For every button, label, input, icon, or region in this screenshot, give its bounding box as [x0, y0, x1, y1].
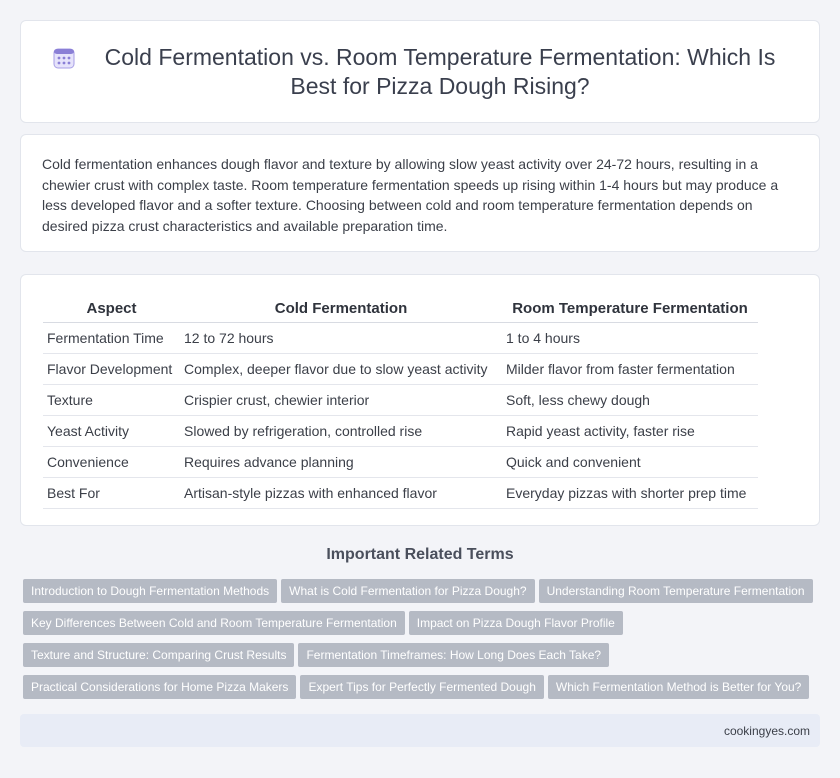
related-terms-heading: Important Related Terms [326, 546, 514, 563]
table-cell: Slowed by refrigeration, controlled rise [180, 415, 502, 446]
table-row [43, 477, 758, 508]
table-row [43, 446, 758, 477]
table-row [43, 322, 758, 353]
table-cell: Artisan-style pizzas with enhanced flavor [180, 477, 502, 508]
table-cell: Requires advance planning [180, 446, 502, 477]
related-term-link[interactable]: Texture and Structure: Comparing Crust Results [23, 643, 294, 667]
tag-row [23, 579, 823, 611]
intro-card [20, 134, 820, 252]
column-header-aspect: Aspect [43, 295, 180, 322]
tag-row [23, 675, 823, 707]
related-term-link[interactable]: Expert Tips for Perfectly Fermented Dough [300, 675, 543, 699]
table-cell: Fermentation Time [43, 322, 180, 353]
related-terms-list [23, 579, 823, 707]
related-term-link[interactable]: Impact on Pizza Dough Flavor Profile [409, 611, 623, 635]
table-cell: 1 to 4 hours [502, 322, 758, 353]
tag-row [23, 643, 823, 675]
related-term-link[interactable]: Introduction to Dough Fermentation Methods [23, 579, 277, 603]
table-cell: Yeast Activity [43, 415, 180, 446]
table-cell: Soft, less chewy dough [502, 384, 758, 415]
table-cell: Convenience [43, 446, 180, 477]
footer [20, 714, 820, 747]
table-cell: Best For [43, 477, 180, 508]
table-cell: 12 to 72 hours [180, 322, 502, 353]
table-row [43, 384, 758, 415]
footer-site-name: cookingyes.com [723, 724, 810, 738]
related-term-link[interactable]: What is Cold Fermentation for Pizza Dough? [281, 579, 534, 603]
table-header-row [43, 295, 758, 322]
table-cell: Texture [43, 384, 180, 415]
related-term-link[interactable]: Key Differences Between Cold and Room Temperature Fermentation [23, 611, 405, 635]
tag-row [23, 611, 823, 643]
related-term-link[interactable]: Fermentation Timeframes: How Long Does Each Take? [298, 643, 609, 667]
table-cell: Milder flavor from faster fermentation [502, 353, 758, 384]
table-row [43, 415, 758, 446]
table-row [43, 353, 758, 384]
page-title: Cold Fermentation vs. Room Temperature Fermentation: Which Is Best for Pizza Dough Rising? [104, 44, 776, 99]
related-term-link[interactable]: Practical Considerations for Home Pizza Makers [23, 675, 296, 699]
comparison-card [20, 274, 820, 526]
table-cell: Rapid yeast activity, faster rise [502, 415, 758, 446]
title-card [20, 20, 820, 123]
comparison-table [43, 295, 758, 509]
intro-paragraph: Cold fermentation enhances dough flavor and texture by allowing slow yeast activity over 24-72 hours, resulting in a chewier crust with complex taste. Room temperature fermentation speeds up rising within 1-4 hours but may produce a less developed flavor and a softer texture. Choosing between cold and room temperature fermentation depends on desired pizza crust characteristics and available preparation time. [42, 156, 779, 234]
related-term-link[interactable]: Understanding Room Temperature Fermentation [539, 579, 813, 603]
related-term-link[interactable]: Which Fermentation Method is Better for You? [548, 675, 809, 699]
table-cell: Everyday pizzas with shorter prep time [502, 477, 758, 508]
column-header-room: Room Temperature Fermentation [502, 295, 758, 322]
column-header-cold: Cold Fermentation [180, 295, 502, 322]
table-cell: Crispier crust, chewier interior [180, 384, 502, 415]
table-cell: Complex, deeper flavor due to slow yeast activity [180, 353, 502, 384]
table-cell: Quick and convenient [502, 446, 758, 477]
table-cell: Flavor Development [43, 353, 180, 384]
